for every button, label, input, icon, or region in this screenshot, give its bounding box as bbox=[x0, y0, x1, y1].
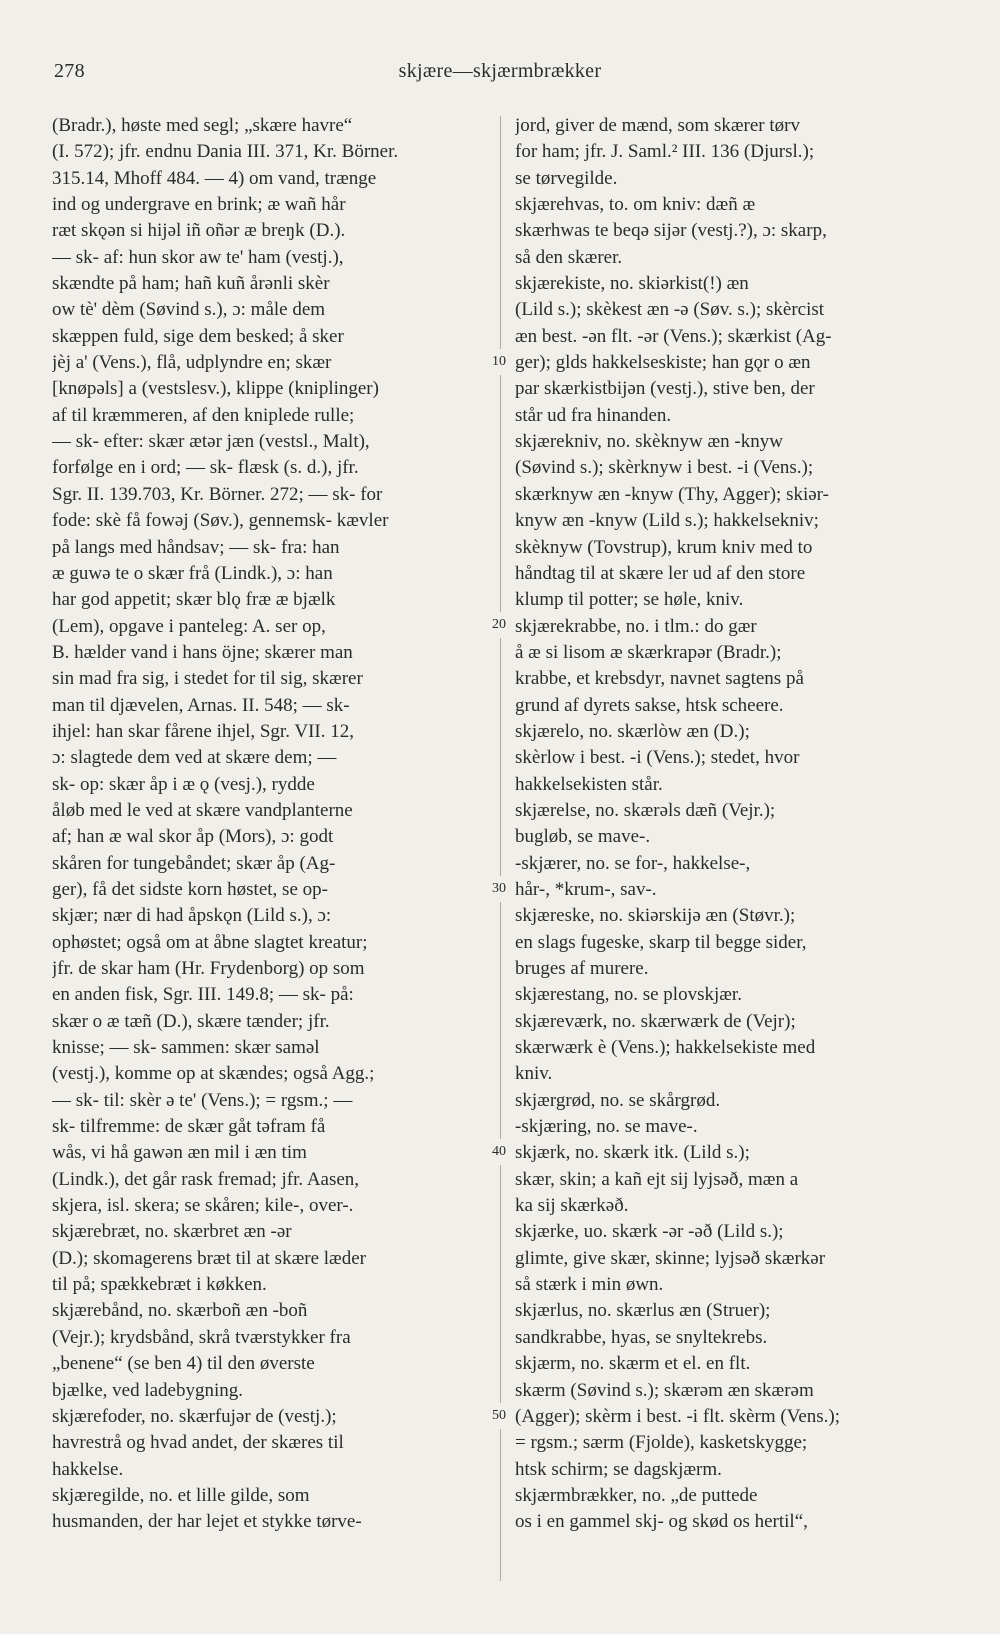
text-line: så den skærer. bbox=[515, 246, 623, 268]
text-line: skærwærk è (Vens.); hakkelsekiste med bbox=[515, 1037, 816, 1059]
text-line: står ud fra hinanden. bbox=[515, 404, 672, 426]
text-line: 315.14, Mhoff 484. — 4) om vand, trænge bbox=[52, 167, 377, 189]
text-line: jèj a' (Vens.), flå, udplyndre en; skær bbox=[52, 352, 332, 374]
text-line: skærm (Søvind s.); skærəm æn skærəm bbox=[515, 1379, 814, 1401]
text-line: — sk- af: hun skor aw te' ham (vestj.), bbox=[52, 246, 344, 268]
text-line: bjælke, ved ladebygning. bbox=[52, 1379, 244, 1401]
text-line: åløb med le ved at skære vandplanterne bbox=[52, 799, 353, 821]
text-line: (Søvind s.); skèrknyw i best. -i (Vens.); bbox=[515, 457, 814, 479]
text-line: ind og undergrave en brink; æ wañ hår bbox=[52, 194, 346, 216]
text-line: for ham; jfr. J. Saml.² III. 136 (Djursl.); bbox=[515, 141, 815, 163]
text-line: så stærk i min øwn. bbox=[515, 1274, 664, 1296]
line-number-50: 50 bbox=[484, 1403, 514, 1429]
text-line: skjærekniv, no. skèknyw æn -knyw bbox=[515, 431, 783, 453]
text-line: skær, skin; a kañ ejt sij lyjsəð, mæn a bbox=[515, 1168, 799, 1190]
line-number-20: 20 bbox=[484, 612, 514, 638]
right-column bbox=[515, 113, 955, 1536]
text-line: knisse; — sk- sammen: skær saməl bbox=[52, 1037, 320, 1059]
text-line: klump til potter; se høle, kniv. bbox=[515, 589, 744, 611]
text-line: man til djævelen, Arnas. II. 548; — sk- bbox=[52, 694, 350, 716]
line-number-30: 30 bbox=[484, 876, 514, 902]
text-line: jfr. de skar ham (Hr. Frydenborg) op som bbox=[52, 958, 365, 979]
text-line: å æ si lisom æ skærkrapər (Bradr.); bbox=[515, 641, 782, 663]
text-line: ræt skǫən si hijəl iñ oñər æ breŋk (D.). bbox=[52, 220, 346, 242]
text-line: skèknyw (Tovstrup), krum kniv med to bbox=[515, 536, 813, 558]
text-line: knyw æn -knyw (Lild s.); hakkelsekniv; bbox=[515, 510, 819, 532]
text-line: skjær; nær di had åpskǫn (Lild s.), ɔ: bbox=[52, 905, 332, 927]
text-line: (vestj.), komme op at skændes; også Agg.; bbox=[52, 1063, 375, 1085]
text-line: (Bradr.), høste med segl; „skære havre“ bbox=[52, 115, 353, 136]
text-line: ophøstet; også om at åbne slagtet kreatur; bbox=[52, 931, 368, 953]
text-line: skær o æ tæñ (D.), skære tænder; jfr. bbox=[52, 1010, 330, 1032]
text-line: wås, vi hå gawən æn mil i æn tim bbox=[52, 1142, 307, 1164]
text-line: — sk- til: skèr ə te' (Vens.); = rgsm.; — bbox=[52, 1089, 353, 1111]
text-line: skjærgrød, no. se skårgrød. bbox=[515, 1089, 721, 1111]
text-line: skèrlow i best. -i (Vens.); stedet, hvor bbox=[515, 747, 800, 769]
text-line: æn best. -ən flt. -ər (Vens.); skærkist (Ag- bbox=[515, 325, 832, 347]
text-line: krabbe, et krebsdyr, navnet sagtens på bbox=[515, 668, 804, 690]
text-line: (Lild s.); skèkest æn -ə (Søv. s.); skèrcist bbox=[515, 299, 825, 321]
text-line: bruges af murere. bbox=[515, 958, 649, 979]
text-line: — sk- efter: skær ætər jæn (vestsl., Malt), bbox=[52, 431, 370, 453]
text-line: se tørvegilde. bbox=[515, 167, 618, 189]
text-line: skåren for tungebåndet; skær åp (Ag- bbox=[52, 852, 336, 874]
running-head: skjære—skjærmbrækker bbox=[398, 60, 602, 82]
text-line: hakkelsekisten står. bbox=[515, 773, 663, 795]
text-line: ger); glds hakkelseskiste; han gǫr o æn bbox=[515, 352, 811, 374]
text-line: æ guwə te o skær frå (Lindk.), ɔ: han bbox=[52, 562, 333, 584]
text-line: håndtag til at skære ler ud af den store bbox=[515, 562, 806, 584]
text-line: htsk schirm; se dagskjærm. bbox=[515, 1458, 722, 1480]
text-line: ihjel: han skar fårene ihjel, Sgr. VII. 12, bbox=[52, 720, 354, 742]
text-line: (Lem), opgave i panteleg: A. ser op, bbox=[52, 615, 326, 637]
text-line: skærhwas te beqə sijər (vestj.?), ɔ: skarp, bbox=[515, 220, 827, 242]
text-line: på langs med håndsav; — sk- fra: han bbox=[52, 536, 340, 558]
text-line: skjærelse, no. skærəls dæñ (Vejr.); bbox=[515, 799, 776, 821]
column-divider bbox=[500, 116, 501, 1581]
text-line: skjærestang, no. se plovskjær. bbox=[515, 984, 742, 1006]
text-line: -skjæring, no. se mave-. bbox=[515, 1116, 698, 1138]
text-line: af til kræmmeren, af den kniplede rulle; bbox=[52, 404, 355, 426]
text-line: os i en gammel skj- og skød os hertil“, bbox=[515, 1511, 808, 1533]
text-line: skjærekrabbe, no. i tlm.: do gær bbox=[515, 615, 757, 637]
text-line: -skjærer, no. se for-, hakkelse-, bbox=[515, 852, 751, 874]
text-line: husmanden, der har lejet et stykke tørve- bbox=[52, 1511, 362, 1533]
text-line: sandkrabbe, hyas, se snyltekrebs. bbox=[515, 1326, 768, 1348]
text-line: sk- tilfremme: de skær gåt təfram få bbox=[52, 1116, 326, 1138]
page-header bbox=[50, 60, 950, 90]
text-line: [knøpəls] a (vestslesv.), klippe (kniplinger) bbox=[52, 378, 379, 400]
text-line: grund af dyrets sakse, htsk scheere. bbox=[515, 694, 784, 716]
text-line: skjæreværk, no. skærwærk de (Vejr); bbox=[515, 1010, 796, 1032]
text-line: par skærkistbijən (vestj.), stive ben, der bbox=[515, 378, 815, 400]
text-line: = rgsm.; særm (Fjolde), kasketskygge; bbox=[515, 1432, 808, 1454]
text-line: en anden fisk, Sgr. III. 149.8; — sk- på: bbox=[52, 984, 354, 1006]
text-line: skjærm, no. skærm et el. en flt. bbox=[515, 1353, 751, 1375]
text-line: skjærefoder, no. skærfujər de (vestj.); bbox=[52, 1405, 337, 1427]
text-line: skjærmbrækker, no. „de puttede bbox=[515, 1484, 758, 1506]
text-line: „benene“ (se ben 4) til den øverste bbox=[52, 1353, 315, 1375]
text-line: (I. 572); jfr. endnu Dania III. 371, Kr. Börner. bbox=[52, 141, 399, 163]
left-column bbox=[52, 113, 490, 1536]
text-line: hakkelse. bbox=[52, 1458, 124, 1480]
text-line: til på; spækkebræt i køkken. bbox=[52, 1274, 267, 1296]
text-line: ɔ: slagtede dem ved at skære dem; — bbox=[52, 747, 337, 769]
text-line: skjærlus, no. skærlus æn (Struer); bbox=[515, 1300, 771, 1322]
text-line: (D.); skomagerens bræt til at skære læder bbox=[52, 1247, 366, 1269]
text-line: kniv. bbox=[515, 1063, 553, 1085]
text-line: skjærebånd, no. skærboñ æn -boñ bbox=[52, 1300, 308, 1322]
text-line: skæppen fuld, sige dem besked; å sker bbox=[52, 325, 344, 347]
text-line: skjera, isl. skera; se skåren; kile-, over-. bbox=[52, 1195, 354, 1217]
text-line: ka sij skærkəð. bbox=[515, 1195, 629, 1217]
text-line: (Agger); skèrm i best. -i flt. skèrm (Vens.); bbox=[515, 1405, 841, 1427]
text-line: havrestrå og hvad andet, der skæres til bbox=[52, 1432, 344, 1454]
text-line: (Vejr.); krydsbånd, skrå tværstykker fra bbox=[52, 1326, 351, 1348]
text-line: skjærekiste, no. skiərkist(!) æn bbox=[515, 273, 749, 295]
text-line: skjærehvas, to. om kniv: dæñ æ bbox=[515, 194, 756, 216]
text-line: glimte, give skær, skinne; lyjsəð skærkər bbox=[515, 1247, 826, 1269]
text-line: forfølge en i ord; — sk- flæsk (s. d.), jfr. bbox=[52, 457, 359, 479]
text-line: skjærk, no. skærk itk. (Lild s.); bbox=[515, 1142, 750, 1164]
line-number-40: 40 bbox=[484, 1139, 514, 1165]
text-line: skjærelo, no. skærlòw æn (D.); bbox=[515, 720, 750, 742]
text-line: af; han æ wal skor åp (Mors), ɔ: godt bbox=[52, 826, 334, 848]
text-line: fode: skè få fowəj (Søv.), gennemsk- kævler bbox=[52, 510, 389, 532]
text-line: (Lindk.), det går rask fremad; jfr. Aasen, bbox=[52, 1168, 360, 1190]
line-number-10: 10 bbox=[484, 349, 514, 375]
text-line: skjæreske, no. skiərskijə æn (Støvr.); bbox=[515, 905, 796, 927]
text-line: hår-, *krum-, sav-. bbox=[515, 878, 657, 900]
text-line: skjærebræt, no. skærbret æn -ər bbox=[52, 1221, 292, 1243]
text-line: bugløb, se mave-. bbox=[515, 826, 651, 848]
text-line: skærknyw æn -knyw (Thy, Agger); skiər- bbox=[515, 483, 829, 505]
text-line: B. hælder vand i hans öjne; skærer man bbox=[52, 641, 353, 663]
text-line: en slags fugeske, skarp til begge sider, bbox=[515, 931, 807, 953]
page-number: 278 bbox=[54, 60, 85, 82]
text-line: sin mad fra sig, i stedet for til sig, skærer bbox=[52, 668, 363, 690]
text-line: ow tè' dèm (Søvind s.), ɔ: måle dem bbox=[52, 299, 326, 321]
text-line: sk- op: skær åp i æ ǫ (vesj.), rydde bbox=[52, 773, 315, 795]
text-line: skjærke, uo. skærk -ər -əð (Lild s.); bbox=[515, 1221, 784, 1243]
text-line: ger), få det sidste korn høstet, se op- bbox=[52, 878, 328, 900]
text-line: skjæregilde, no. et lille gilde, som bbox=[52, 1484, 310, 1506]
text-line: har god appetit; skær blǫ fræ æ bjælk bbox=[52, 589, 336, 611]
text-line: skændte på ham; hañ kuñ årənli skèr bbox=[52, 273, 330, 295]
text-line: jord, giver de mænd, som skærer tørv bbox=[515, 115, 800, 136]
text-line: Sgr. II. 139.703, Kr. Börner. 272; — sk- for bbox=[52, 483, 383, 505]
